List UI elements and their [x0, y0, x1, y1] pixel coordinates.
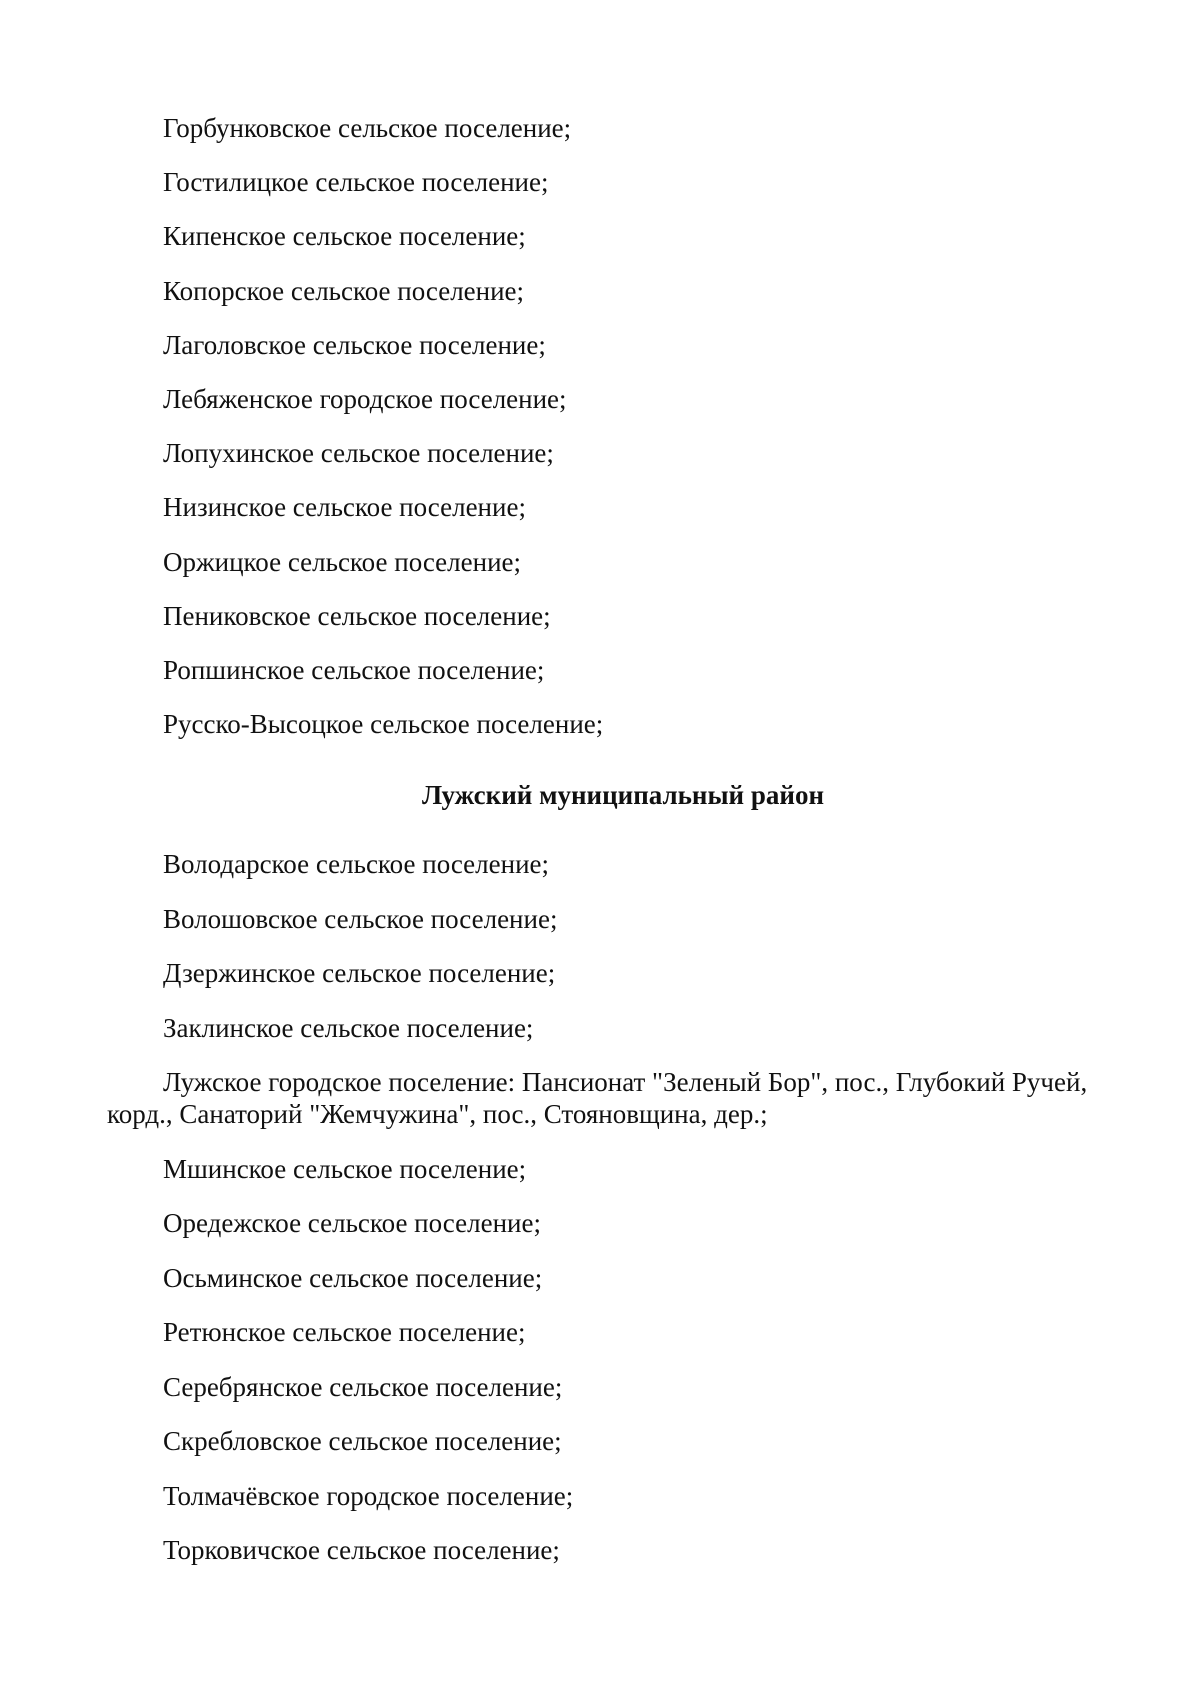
settlement-entry: Низинское сельское поселение; [163, 492, 526, 523]
settlement-entry: Лаголовское сельское поселение; [163, 329, 546, 360]
settlement-entry: Лебяженское городское поселение; [163, 383, 567, 414]
settlement-entry: Скребловское сельское поселение; [163, 1426, 562, 1456]
settlement-entry: Пениковское сельское поселение; [163, 600, 551, 631]
settlement-entry: Ропшинское сельское поселение; [163, 654, 545, 685]
settlement-list-top [0, 112, 1200, 762]
settlement-entry: Лопухинское сельское поселение; [163, 438, 554, 469]
settlement-entry: Копорское сельское поселение; [163, 275, 525, 306]
settlement-entry: Оржицкое сельское поселение; [163, 546, 522, 577]
settlement-list-bottom [0, 848, 1200, 1589]
settlement-entry: Дзержинское сельское поселение; [163, 958, 556, 988]
settlement-entry: Володарское сельское поселение; [163, 849, 550, 879]
settlement-entry: Горбунковское сельское поселение; [163, 113, 572, 143]
settlement-entry: Кипенское сельское поселение; [163, 221, 526, 252]
settlement-entry: Оредежское сельское поселение; [163, 1208, 541, 1238]
settlement-entry: Мшинское сельское поселение; [163, 1153, 527, 1184]
settlement-entry: Заклинское сельское поселение; [163, 1012, 534, 1043]
settlement-entry: Волошовское сельское поселение; [163, 903, 558, 934]
settlement-entry: Толмачёвское городское поселение; [163, 1480, 574, 1511]
settlement-entry: Торковичское сельское поселение; [163, 1535, 560, 1565]
settlement-entry: Гостилицкое сельское поселение; [163, 167, 549, 198]
settlement-entry: Осьминское сельское поселение; [163, 1262, 543, 1293]
district-heading: Лужский муниципальный район [422, 780, 824, 810]
settlement-entry: Ретюнское сельское поселение; [163, 1317, 526, 1347]
settlement-entry: Серебрянское сельское поселение; [163, 1371, 563, 1402]
settlement-entry: Русско-Высоцкое сельское поселение; [163, 709, 604, 740]
settlement-entry-multiline: Лужское городское поселение: Пансионат "Зеленый Бор", пос., Глубокий Ручей, корд., Санаторий "Жемчужина", пос., Стояновщина, дер.; [107, 1067, 1088, 1129]
